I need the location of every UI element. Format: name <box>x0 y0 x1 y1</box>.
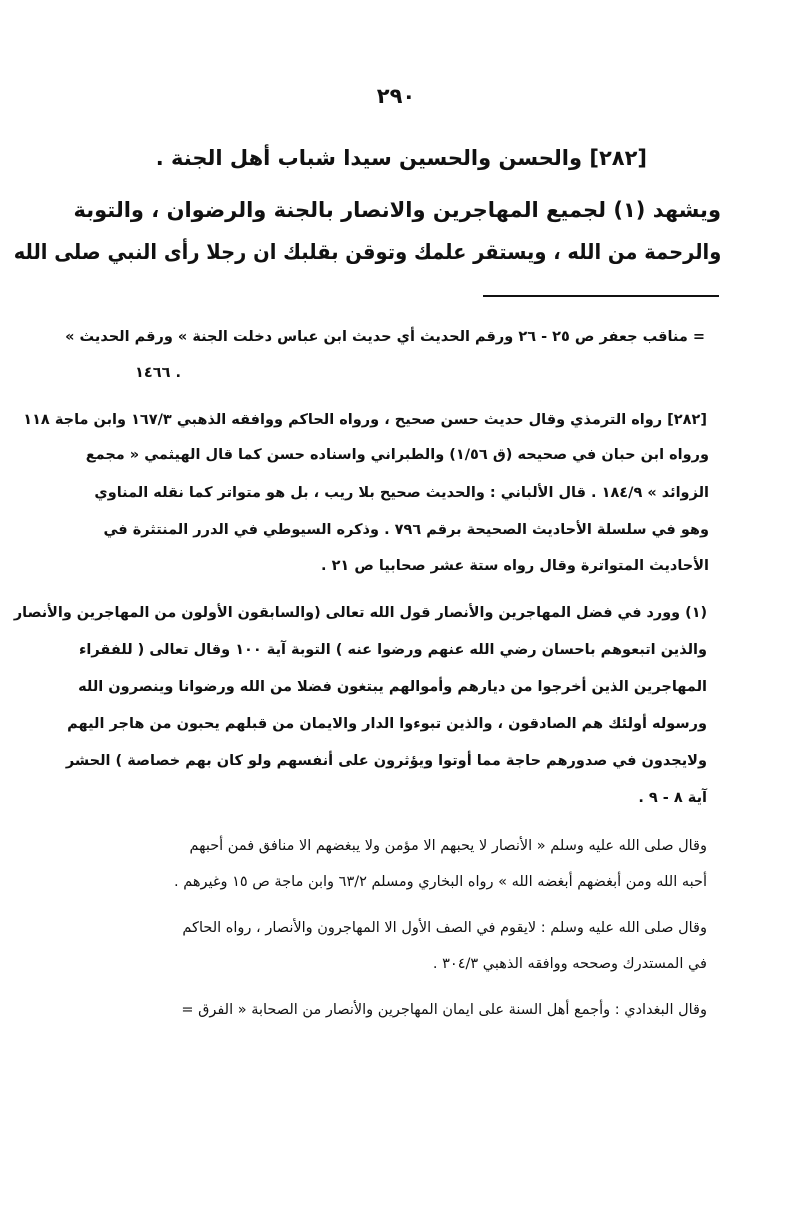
footnote-line: وقال البغدادي : وأجمع أهل السنة على ايمان المهاجرين والأنصار من الصحابة « الفرق = <box>181 1002 707 1018</box>
footnote-line: الزوائد » ١٨٤/٩ . قال الألباني : والحديث صحيح بلا ريب ، بل هو متواتر كما نقله المناوي <box>94 485 709 501</box>
main-text-line: ويشهد (١) لجميع المهاجرين والانصار بالجنة والرضوان ، والتوبة <box>73 198 721 222</box>
footnote-line: ورسوله أولئك هم الصادقون ، والذين تبوءوا الدار والايمان من قبلهم يحبون من هاجر اليهم <box>67 716 707 732</box>
footnote-line: والذين اتبعوهم باحسان رضي الله عنهم ورضوا عنه ) التوبة آية ١٠٠ وقال تعالى ( للفقراء <box>79 642 707 658</box>
footnote-line: آية ٨ - ٩ . <box>638 790 707 806</box>
footnote-line: ولايجدون في صدورهم حاجة مما أوتوا ويؤثرون على أنفسهم ولو كان بهم خصاصة ) الحشر <box>65 753 707 769</box>
footnote-line: ورواه ابن حبان في صحيحه (ق ١/٥٦) والطبراني واسناده حسن كما قال الهيثمي « مجمع <box>85 447 709 463</box>
footnote-line: وقال صلى الله عليه وسلم : لايقوم في الصف الأول الا المهاجرون والأنصار ، رواه الحاكم <box>182 920 707 936</box>
footnote-line: المهاجرين الذين أخرجوا من ديارهم وأموالهم يبتغون فضلا من الله ورضوانا وينصرون الله <box>78 679 707 695</box>
footnote-line: (١) وورد في فضل المهاجرين والأنصار قول الله تعالى (والسابقون الأولون من المهاجرين والأنصار <box>13 605 707 621</box>
footnote-line: الأحاديث المتواترة وقال رواه ستة عشر صحابيا ص ٢١ . <box>321 558 709 574</box>
footnote-line: ١٤٦٦ . <box>135 365 181 381</box>
footnote-line: وقال صلى الله عليه وسلم « الأنصار لا يحبهم الا مؤمن ولا يبغضهم الا منافق فمن أحبهم <box>189 838 707 854</box>
footnote-line: في المستدرك وصححه ووافقه الذهبي ٣٠٤/٣ . <box>432 956 707 972</box>
footnote-line: = مناقب جعفر ص ٢٥ - ٢٦ ورقم الحديث أي حديث ابن عباس دخلت الجنة » ورقم الحديث » <box>65 329 705 345</box>
hadith-heading: [٢٨٢] والحسن والحسين سيدا شباب أهل الجنة . <box>155 146 647 170</box>
main-text-line: والرحمة من الله ، ويستقر علمك وتوقن بقلبك ان رجلا رأى النبي صلى الله <box>13 240 721 264</box>
footnote-line: [٢٨٢] رواه الترمذي وقال حديث حسن صحيح ، ورواه الحاكم ووافقه الذهبي ١٦٧/٣ وابن ماجة ١١٨ <box>23 412 707 428</box>
page-number: ٢٩٠ <box>376 84 416 108</box>
footnote-separator <box>483 295 719 297</box>
footnote-line: أحبه الله ومن أبغضهم أبغضه الله » رواه البخاري ومسلم ٦٣/٢ وابن ماجة ص ١٥ وغيرهم . <box>174 874 707 890</box>
footnote-line: وهو في سلسلة الأحاديث الصحيحة برقم ٧٩٦ . وذكره السيوطي في الدرر المنتثرة في <box>103 522 709 538</box>
